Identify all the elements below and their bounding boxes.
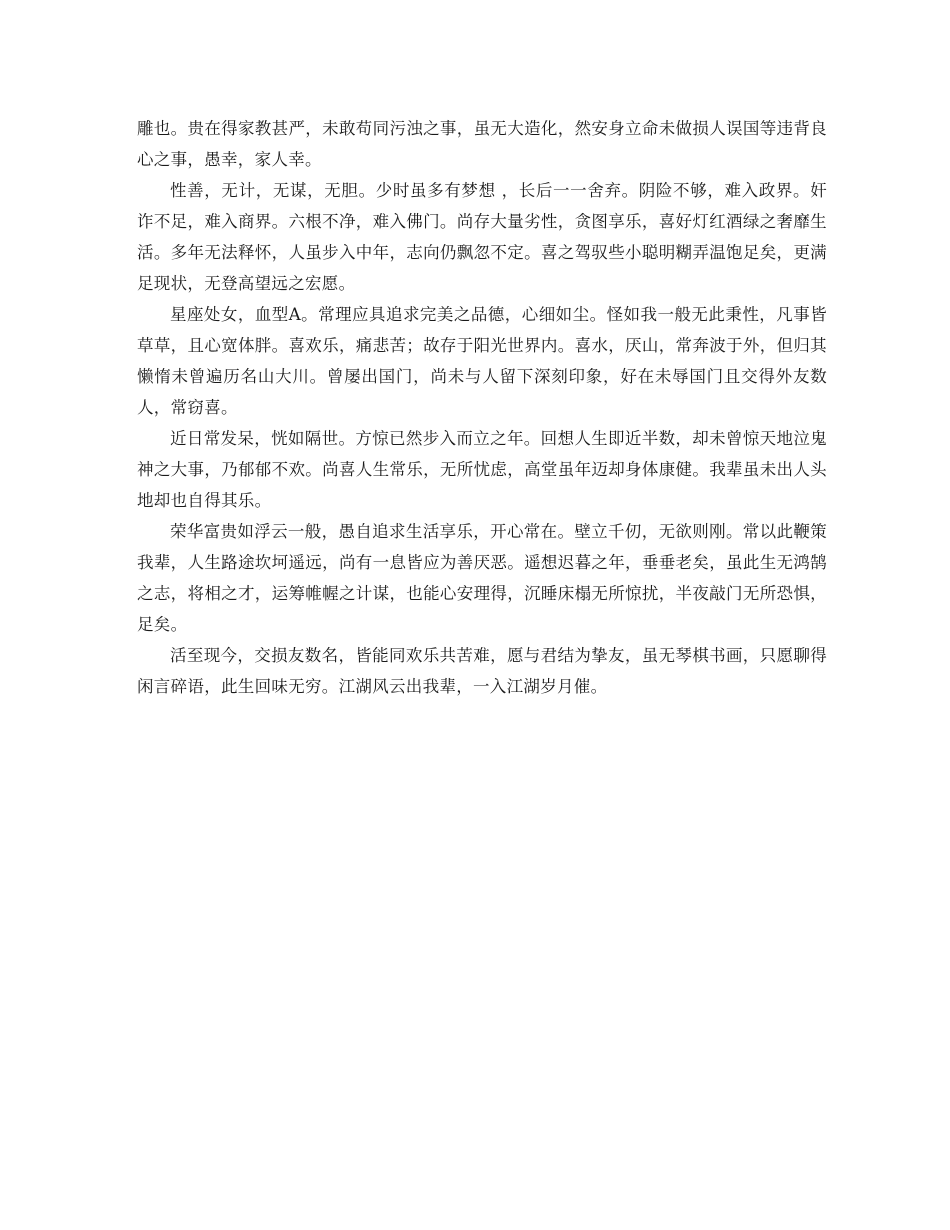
document-body — [137, 113, 827, 702]
paragraph-1: 雕也。贵在得家教甚严，未敢苟同污浊之事，虽无大造化，然安身立命未做损人误国等违背良心之事，愚幸，家人幸。 — [137, 119, 827, 169]
paragraph-4: 近日常发呆，恍如隔世。方惊已然步入而立之年。回想人生即近半数，却未曾惊天地泣鬼神之大事，乃郁郁不欢。尚喜人生常乐，无所忧虑，高堂虽年迈却身体康健。我辈虽未出人头地却也自得其乐。 — [137, 429, 827, 510]
paragraph-6: 活至现今，交损友数名，皆能同欢乐共苦难，愿与君结为挚友，虽无琴棋书画，只愿聊得闲言碎语，此生回味无穷。江湖风云出我辈，一入江湖岁月催。 — [137, 646, 827, 696]
paragraph-3: 星座处女，血型A。常理应具追求完美之品德，心细如尘。怪如我一般无此秉性，凡事皆草草，且心宽体胖。喜欢乐，痛悲苦；故存于阳光世界内。喜水，厌山，常奔波于外，但归其懒惰未曾遍历名山大川。曾屡出国门，尚未与人留下深刻印象，好在未辱国门且交得外友数人，常窃喜。 — [137, 305, 827, 417]
paragraph-5: 荣华富贵如浮云一般，愚自追求生活享乐，开心常在。壁立千仞，无欲则刚。常以此鞭策我辈，人生路途坎坷遥远，尚有一息皆应为善厌恶。遥想迟暮之年，垂垂老矣，虽此生无鸿鹄之志，将相之才，运筹帷幄之计谋，也能心安理得，沉睡床榻无所惊扰，半夜敲门无所恐惧，足矣。 — [137, 522, 827, 634]
paragraph-2: 性善，无计，无谋，无胆。少时虽多有梦想 ，长后一一舍弃。阴险不够，难入政界。奸诈不足，难入商界。六根不净，难入佛门。尚存大量劣性，贪图享乐，喜好灯红酒绿之奢靡生活。多年无法释怀，人虽步入中年，志向仍飘忽不定。喜之驾驭些小聪明糊弄温饱足矣，更满足现状，无登高望远之宏愿。 — [137, 181, 827, 293]
